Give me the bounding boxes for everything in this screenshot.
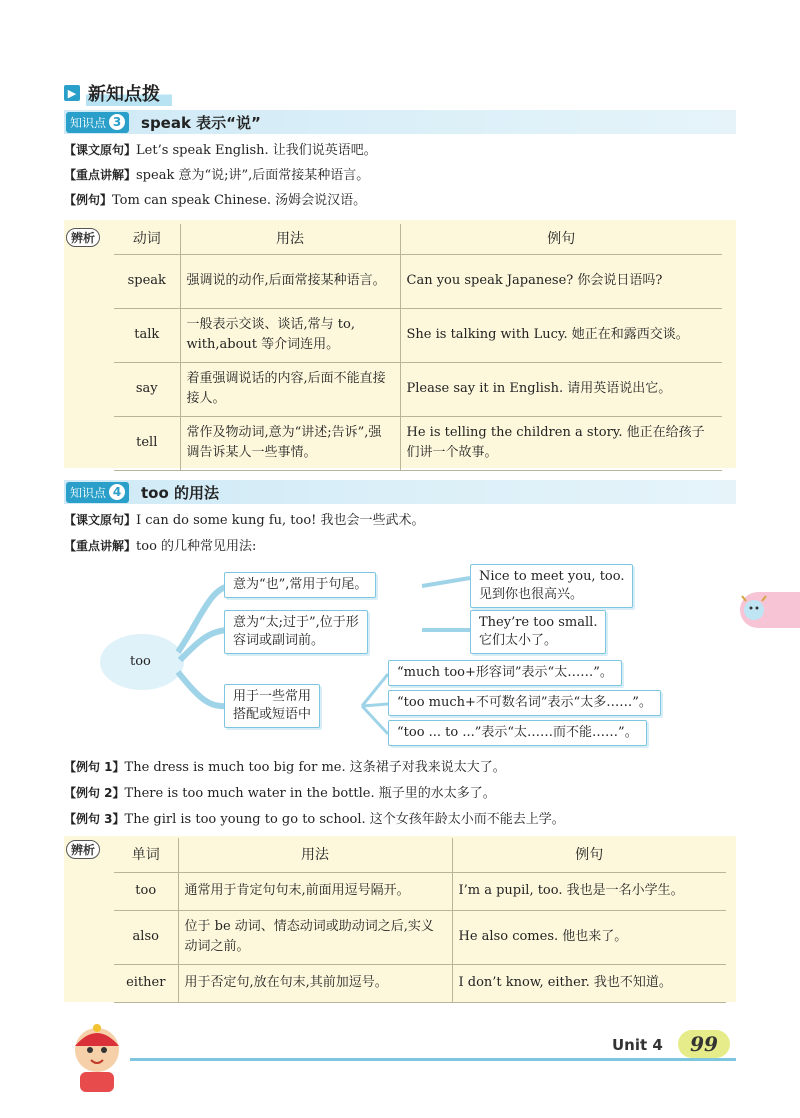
cell-word: talk xyxy=(114,308,180,362)
table-row xyxy=(114,964,726,1002)
section-heading xyxy=(64,80,172,106)
kp3-badge xyxy=(66,112,129,133)
cell-word: either xyxy=(114,964,178,1002)
kp4-th-word: 单词 xyxy=(114,838,178,872)
cell-example: Please say it in English. 请用英语说出它。 xyxy=(400,362,722,416)
kp3-table-panel xyxy=(64,220,736,468)
kp4-bar xyxy=(64,480,736,504)
b3-text-line-1: 用于一些常用 xyxy=(233,689,312,704)
cell-word: too xyxy=(114,872,178,910)
kp3-th-usage: 用法 xyxy=(180,224,400,254)
b2-text-line-1: 意为“太;过于”,位于形 xyxy=(233,615,359,630)
example-3-text: The girl is too young to go to school. 这个女孩年龄太小而不能去上学。 xyxy=(124,812,565,827)
kp4-number: 4 xyxy=(109,484,125,500)
b3-item3-line xyxy=(362,706,388,734)
kp3-line-2 xyxy=(64,166,369,185)
example-1-text: The dress is much too big for me. 这条裙子对我来说太大了。 xyxy=(124,760,506,775)
table-row xyxy=(114,254,722,308)
kp3-bianxi-label: 辨析 xyxy=(66,228,100,247)
b1-example-cn: 见到你也很高兴。 xyxy=(479,587,584,602)
kp3-line-1 xyxy=(64,141,377,160)
kp3-table-header-row xyxy=(114,224,722,254)
table-row xyxy=(114,362,722,416)
mindmap-branch-3-item-3: “too ... to ...”表示“太……而不能……”。 xyxy=(388,720,647,746)
kp4-line-2 xyxy=(64,537,256,556)
kp3-line-2-text: speak 意为“说;讲”,后面常接某种语言。 xyxy=(136,168,370,183)
cell-usage: 通常用于肯定句句末,前面用逗号隔开。 xyxy=(178,872,452,910)
kp4-table-panel xyxy=(64,836,736,1002)
cell-example: He also comes. 他也来了。 xyxy=(452,910,726,964)
arrow-icon: ▶ xyxy=(64,85,80,101)
example-2-text: There is too much water in the bottle. 瓶子里的水太多了。 xyxy=(124,786,496,801)
kp4-line-2-tag: 【重点讲解】 xyxy=(64,539,137,553)
cell-usage: 强调说的动作,后面常接某种语言。 xyxy=(180,254,400,308)
mindmap-branch-3-item-1: “much too+形容词”表示“太……”。 xyxy=(388,660,622,686)
cell-word: say xyxy=(114,362,180,416)
branch-1-line xyxy=(178,586,230,652)
mindmap-root: too xyxy=(130,654,151,669)
kp4-badge-label: 知识点 xyxy=(70,485,107,500)
cell-word: speak xyxy=(114,254,180,308)
b2-example-cn: 它们太小了。 xyxy=(479,633,558,648)
kp4-line-1-tag: 【课文原句】 xyxy=(64,513,137,527)
cell-example: He is telling the children a story. 他正在给孩子们讲一个故事。 xyxy=(400,416,722,470)
kp3-badge-label: 知识点 xyxy=(70,115,107,130)
cell-usage: 用于否定句,放在句末,其前加逗号。 xyxy=(178,964,452,1002)
kp3-th-verb: 动词 xyxy=(114,224,180,254)
cell-word: tell xyxy=(114,416,180,470)
b1-ex-line xyxy=(422,578,470,586)
table-row xyxy=(114,872,726,910)
table-row xyxy=(114,308,722,362)
cell-example: Can you speak Japanese? 你会说日语吗? xyxy=(400,254,722,308)
kp4-table xyxy=(114,838,726,1003)
example-1-tag: 【例句 1】 xyxy=(64,760,125,774)
mindmap-branch-1: 意为“也”,常用于句尾。 xyxy=(224,572,376,598)
side-tab-decoration xyxy=(740,592,800,628)
kp3-title: speak 表示“说” xyxy=(141,113,261,132)
cell-usage: 常作及物动词,意为“讲述;告诉”,强调告诉某人一些事情。 xyxy=(180,416,400,470)
b2-text-line-2: 容词或副词前。 xyxy=(233,633,325,648)
kp4-line-2-text: too 的几种常见用法: xyxy=(136,539,257,554)
kp4-line-1 xyxy=(64,511,425,530)
mindmap-branch-3 xyxy=(224,684,320,728)
kp3-line-1-tag: 【课文原句】 xyxy=(64,143,137,157)
kp4-line-1-text: I can do some kung fu, too! 我也会一些武术。 xyxy=(136,513,425,528)
example-2-tag: 【例句 2】 xyxy=(64,786,125,800)
mindmap-branch-3-item-2: “too much+不可数名词”表示“太多……”。 xyxy=(388,690,661,716)
mindmap-branch-1-example xyxy=(470,564,633,608)
b3-text-line-2: 搭配或短语中 xyxy=(233,707,312,722)
mindmap-branch-2 xyxy=(224,610,368,654)
cell-example: I don’t know, either. 我也不知道。 xyxy=(452,964,726,1002)
mindmap-branch-2-example xyxy=(470,610,606,654)
b2-example-en: They’re too small. xyxy=(479,615,598,630)
cell-usage: 位于 be 动词、情态动词或助动词之后,实义动词之前。 xyxy=(178,910,452,964)
b3-item1-line xyxy=(362,674,388,706)
cell-example: I’m a pupil, too. 我也是一名小学生。 xyxy=(452,872,726,910)
too-mindmap xyxy=(100,560,700,750)
kp3-number: 3 xyxy=(109,114,125,130)
kp3-line-2-tag: 【重点讲解】 xyxy=(64,168,137,182)
kp3-line-1-text: Let’s speak English. 让我们说英语吧。 xyxy=(136,143,377,158)
kp4-bianxi-label: 辨析 xyxy=(66,840,100,859)
mascot-ox-icon xyxy=(740,592,800,628)
kp4-th-usage: 用法 xyxy=(178,838,452,872)
branch-3-line xyxy=(178,672,230,706)
cell-example: She is talking with Lucy. 她正在和露西交谈。 xyxy=(400,308,722,362)
kp3-bar xyxy=(64,110,736,134)
b1-example-en: Nice to meet you, too. xyxy=(479,569,625,584)
kp4-title: too 的用法 xyxy=(141,483,220,502)
cell-usage: 着重强调说话的内容,后面不能直接接人。 xyxy=(180,362,400,416)
example-3-tag: 【例句 3】 xyxy=(64,812,125,826)
mascot-character-icon xyxy=(62,1020,132,1094)
b3-item2-line xyxy=(362,704,388,706)
footer-unit: Unit 4 xyxy=(612,1036,663,1054)
kp4-example-2 xyxy=(64,784,496,803)
table-row xyxy=(114,910,726,964)
kp3-th-example: 例句 xyxy=(400,224,722,254)
kp3-line-3 xyxy=(64,191,366,210)
page-number: 99 xyxy=(678,1030,730,1058)
kp3-line-3-text: Tom can speak Chinese. 汤姆会说汉语。 xyxy=(112,193,367,208)
kp4-example-1 xyxy=(64,758,506,777)
kp4-table-header-row xyxy=(114,838,726,872)
cell-word: also xyxy=(114,910,178,964)
footer-divider xyxy=(130,1058,736,1061)
table-row xyxy=(114,416,722,470)
kp3-line-3-tag: 【例句】 xyxy=(64,193,113,207)
kp4-example-3 xyxy=(64,810,565,829)
kp3-table xyxy=(114,224,722,471)
kp4-badge xyxy=(66,482,129,503)
cell-usage: 一般表示交谈、谈话,常与 to, with,about 等介词连用。 xyxy=(180,308,400,362)
section-title: 新知点拨 xyxy=(86,80,172,106)
kp4-th-example: 例句 xyxy=(452,838,726,872)
